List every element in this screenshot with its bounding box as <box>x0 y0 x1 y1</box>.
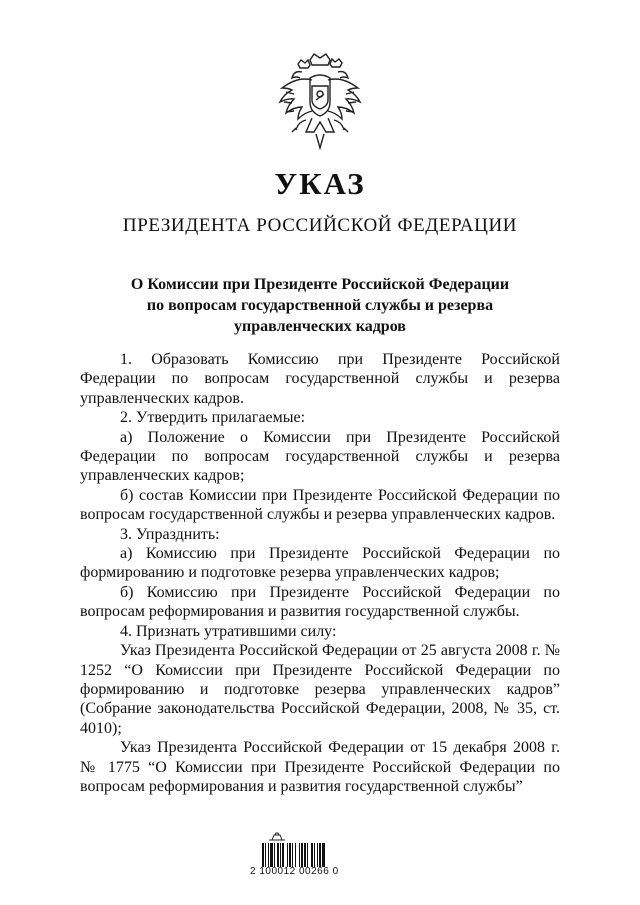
print-mark-icon <box>268 832 286 842</box>
barcode-number: 2 100012 00266 0 <box>250 866 339 877</box>
document-title: УКАЗ <box>274 166 366 201</box>
paragraph: а) Комиссию при Президенте Российской Федерации по формированию и подготовке резерва управленческих кадров; <box>80 545 560 582</box>
paragraph: 3. Упразднить: <box>120 525 220 543</box>
decree-body <box>80 350 560 796</box>
barcode-bar <box>295 843 296 867</box>
barcode-bar <box>277 843 279 867</box>
barcode-bar <box>307 843 308 867</box>
barcode-bar <box>311 843 313 867</box>
heading-line: по вопросам государственной службы и резерва <box>146 297 494 314</box>
barcode-bar <box>282 843 284 867</box>
paragraph: б) Комиссию при Президенте Российской Федерации по вопросам реформирования и развития государственной службы. <box>80 583 560 621</box>
paragraph: Указ Президента Российской Федерации от 15 декабря 2008 г. № 1775 “О Комиссии при Президенте Российской Федерации по вопросам реформирования и развития государственной службы” <box>80 739 560 795</box>
barcode-bar <box>280 843 281 867</box>
barcode-bar <box>274 843 275 867</box>
coat-of-arms-icon <box>272 50 368 154</box>
barcode-bar <box>289 843 291 867</box>
barcode-bar <box>301 843 303 867</box>
barcode-bar <box>262 843 264 867</box>
barcode-bar <box>270 843 273 867</box>
barcode-bar <box>287 843 288 867</box>
paragraph: Указ Президента Российской Федерации от 25 августа 2008 г. № 1252 “О Комиссии при Президенте Российской Федерации по формированию и подготовке резерва управленческих кадров” (Собрание законодательства Российской Федерации, 2008, № 35, ст. 4010); <box>80 642 560 737</box>
barcode-icon <box>262 843 354 867</box>
barcode-bar <box>299 843 300 867</box>
decree-heading <box>80 274 560 337</box>
barcode-bar <box>319 843 321 867</box>
barcode-bar <box>268 843 269 867</box>
document-subtitle: ПРЕЗИДЕНТА РОССИЙСКОЙ ФЕДЕРАЦИИ <box>122 215 518 236</box>
paragraph: 1. Образовать Комиссию при Президенте Российской Федерации по вопросам государственной службы и резерва управленческих кадров. <box>80 351 560 407</box>
paragraph: 4. Признать утратившими силу: <box>120 622 337 640</box>
barcode-bar <box>304 843 306 867</box>
heading-line: управленческих кадров <box>234 318 406 335</box>
barcode-bar <box>314 843 315 867</box>
heading-line: О Комиссии при Президенте Российской Федерации <box>130 276 510 293</box>
paragraph: б) состав Комиссии при Президенте Российской Федерации по вопросам государственной службы и резерва управленческих кадров. <box>80 486 560 524</box>
barcode-bar <box>322 843 325 867</box>
barcode-bar <box>317 843 318 867</box>
barcode-bar <box>265 843 266 867</box>
paragraph: 2. Утвердить прилагаемые: <box>120 409 306 427</box>
paragraph: а) Положение о Комиссии при Президенте Российской Федерации по вопросам государственной службы и резерва управленческих кадров; <box>80 428 560 485</box>
barcode-bar <box>292 843 293 867</box>
